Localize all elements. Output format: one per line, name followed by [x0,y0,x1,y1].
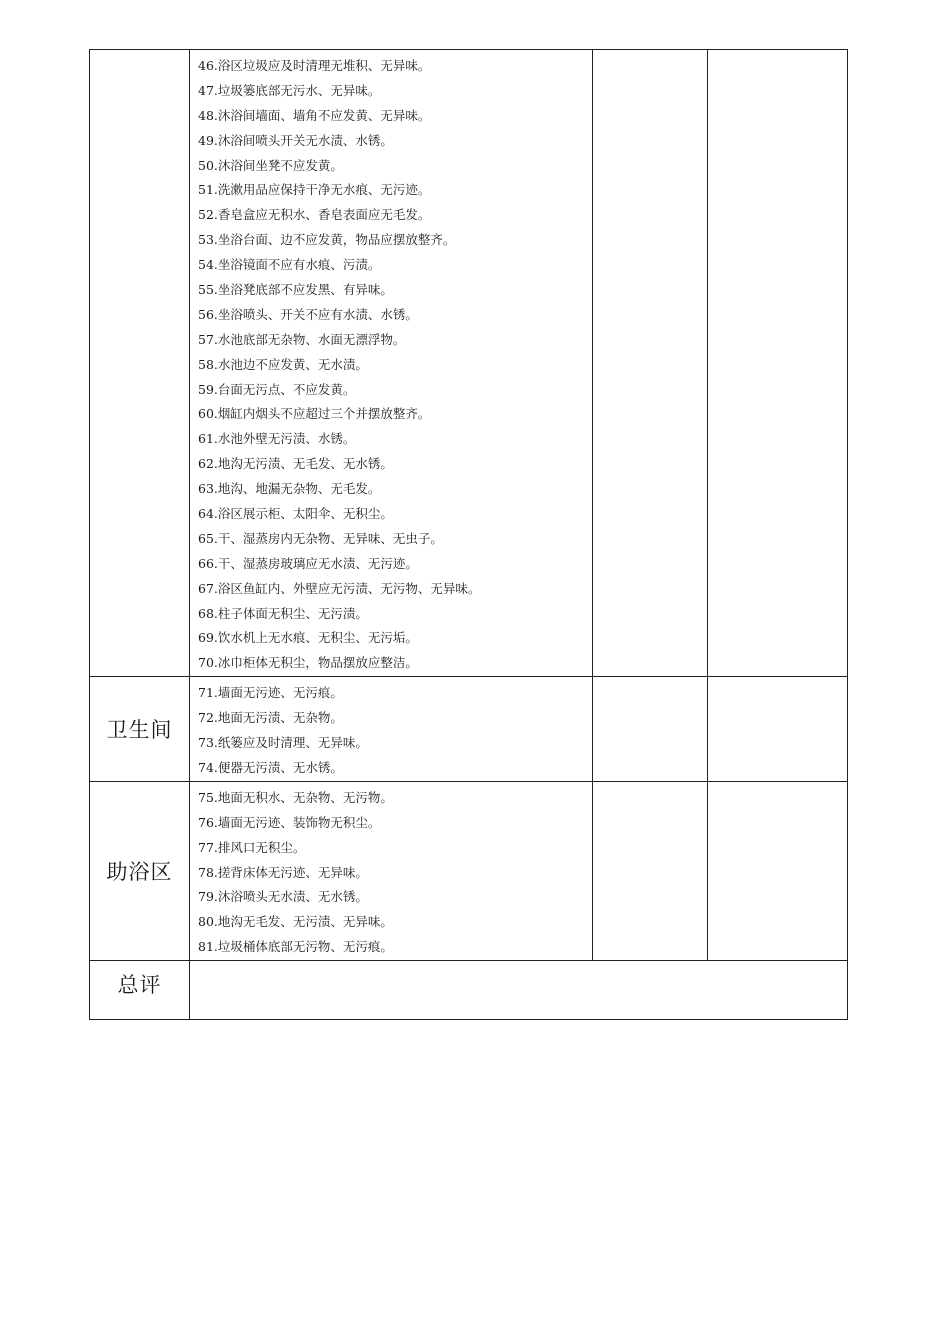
score-cell[interactable] [593,50,708,677]
remarks-cell[interactable] [708,677,848,782]
summary-row [90,961,848,1020]
checklist-item: 75.地面无积水、无杂物、无污物。 [198,789,393,805]
checklist-item: 65.干、湿蒸房内无杂物、无异味、无虫子。 [198,530,443,546]
checklist-item: 73.纸篓应及时清理、无异味。 [198,735,368,751]
checklist-item: 71.墙面无污迹、无污痕。 [198,685,343,701]
score-cell[interactable] [593,781,708,960]
checklist-item: 79.沐浴喷头无水渍、无水锈。 [198,889,368,905]
checklist-item: 48.沐浴间墙面、墙角不应发黄、无异味。 [198,107,431,123]
checklist-item: 62.地沟无污渍、无毛发、无水锈。 [198,456,393,472]
checklist-item: 52.香皂盒应无积水、香皂表面应无毛发。 [198,207,431,223]
area-label-cell [90,50,190,677]
section-row-bath-area [90,50,848,677]
remarks-cell[interactable] [708,50,848,677]
checklist-item: 68.柱子体面无积尘、无污渍。 [198,605,368,621]
checklist-item: 47.垃圾篓底部无污水、无异味。 [198,82,381,98]
remarks-cell[interactable] [708,781,848,960]
checklist-item: 54.坐浴镜面不应有水痕、污渍。 [198,257,381,273]
checklist-item: 60.烟缸内烟头不应超过三个并摆放整齐。 [198,406,431,422]
checklist-item: 51.洗漱用品应保持干净无水痕、无污迹。 [198,182,431,198]
checklist-item: 81.垃圾桶体底部无污物、无污痕。 [198,939,393,955]
checklist-item: 58.水池边不应发黄、无水渍。 [198,356,368,372]
checklist-item: 74.便器无污渍、无水锈。 [198,759,343,775]
score-cell[interactable] [593,677,708,782]
checklist-items-cell [190,677,593,782]
checklist-item: 80.地沟无毛发、无污渍、无异味。 [198,914,393,930]
checklist-item: 69.饮水机上无水痕、无积尘、无污垢。 [198,630,418,646]
checklist-item: 56.坐浴喷头、开关不应有水渍、水锈。 [198,306,418,322]
checklist-item: 49.沐浴间喷头开关无水渍、水锈。 [198,132,393,148]
checklist-item: 57.水池底部无杂物、水面无漂浮物。 [198,331,406,347]
checklist-item: 50.沐浴间坐凳不应发黄。 [198,157,343,173]
area-label-cell: 卫生间 [90,677,190,782]
checklist-item: 55.坐浴凳底部不应发黑、有异味。 [198,282,393,298]
checklist-items-cell [190,781,593,960]
area-label-cell: 助浴区 [90,781,190,960]
summary-field[interactable] [190,961,848,1020]
checklist-items-cell [190,50,593,677]
summary-label: 总评 [90,961,190,1020]
checklist-item: 63.地沟、地漏无杂物、无毛发。 [198,481,381,497]
checklist-item: 64.浴区展示柜、太阳伞、无积尘。 [198,506,393,522]
checklist-item: 72.地面无污渍、无杂物。 [198,710,343,726]
checklist-item: 66.干、湿蒸房玻璃应无水渍、无污迹。 [198,555,418,571]
checklist-item: 59.台面无污点、不应发黄。 [198,381,356,397]
section-row-bath-assist [90,781,848,960]
table-right-border [847,49,848,1001]
checklist-item: 76.墙面无污迹、装饰物无积尘。 [198,814,381,830]
checklist-item: 46.浴区垃圾应及时清理无堆积、无异味。 [198,58,431,73]
checklist-item: 61.水池外壁无污渍、水锈。 [198,431,356,447]
checklist-item: 67.浴区鱼缸内、外壁应无污渍、无污物、无异味。 [198,580,481,596]
checklist-item: 53.坐浴台面、边不应发黄，物品应摆放整齐。 [198,232,456,248]
inspection-checklist-table [89,49,848,1020]
checklist-item: 70.冰巾柜体无积尘，物品摆放应整洁。 [198,655,418,671]
checklist-item: 77.排风口无积尘。 [198,839,306,855]
section-row-toilet [90,677,848,782]
checklist-item: 78.搓背床体无污迹、无异味。 [198,864,368,880]
